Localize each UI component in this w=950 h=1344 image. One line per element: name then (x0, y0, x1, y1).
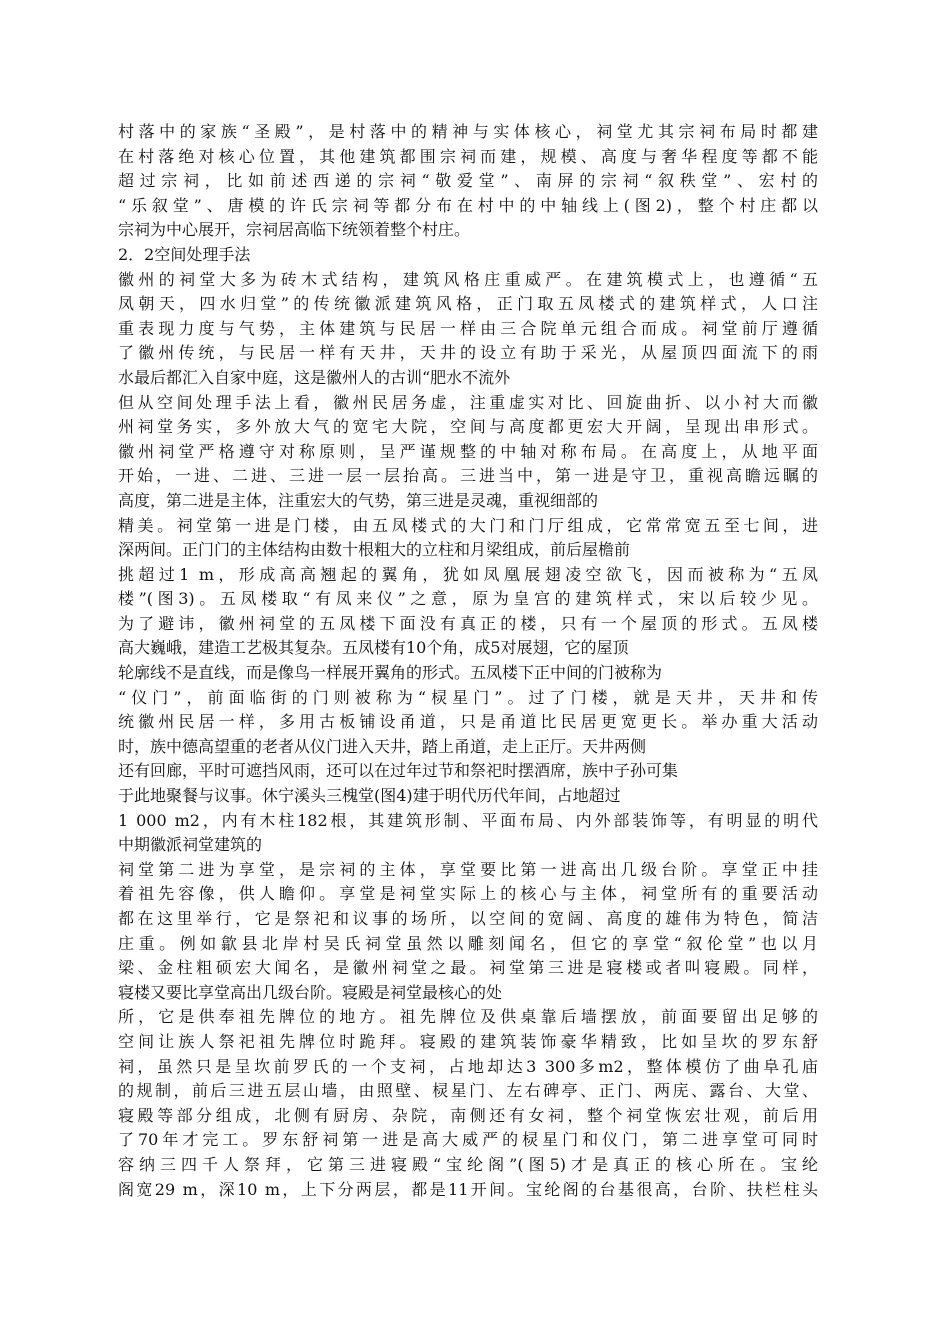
text-line: 楼”(图3)。五凤楼取“有凤来仪”之意，原为皇宫的建筑样式，宋以后较少见。 (118, 589, 818, 609)
text-line: 轮廓线不是直线，而是像鸟一样展开翼角的形式。五凤楼下正中间的门被称为 (118, 663, 663, 683)
text-line: 了徽州传统，与民居一样有天井，天井的设立有助于采光，从屋顶四面流下的雨 (118, 343, 818, 363)
text-line: 开始，一进、二进、三进一层一层抬高。三进当中，第一进是守卫，重视高瞻远瞩的 (118, 466, 818, 486)
text-line: “乐叙堂”、唐模的许氏宗祠等都分布在村中的中轴线上(图2)，整个村庄都以 (118, 195, 818, 215)
text-line: 徽州祠堂严格遵守对称原则，呈严谨规整的中轴对称布局。在高度上，从地平面 (118, 441, 818, 461)
text-line: 都在这里举行，它是祭祀和议事的场所，以空间的宽阔、高度的雄伟为特色，简洁 (118, 909, 818, 928)
text-line: 于此地聚餐与议事。休宁溪头三槐堂(图4)建于明代历代年间，占地超过 (118, 786, 621, 806)
text-line: 寝楼又要比享堂高出几级台阶。寝殿是祠堂最核心的处 (118, 982, 503, 1002)
text-line: 深两间。正门门的主体结构由数十根粗大的立柱和月梁组成，前后屋檐前 (118, 540, 631, 560)
text-line: 1 000 m2，内有木柱182根，其建筑形制、平面布局、内外部装饰等，有明显的明代 (118, 810, 818, 830)
text-line: 寝殿等部分组成，北侧有厨房、杂院，南侧还有女祠，整个祠堂恢宏壮观，前后用 (118, 1105, 818, 1125)
text-line: 时，族中德高望重的老者从仪门进入天井，踏上甬道，走上正厅。天井两侧 (118, 736, 647, 756)
text-line: 超过宗祠，比如前述西递的宗祠“敬爱堂”、南屏的宗祠“叙秩堂”、宏村的 (118, 171, 818, 191)
text-line: 中期徽派祠堂建筑的 (118, 835, 263, 855)
text-line: 统徽州民居一样，多用古板铺设甬道，只是甬道比民居更宽更长。举办重大活动 (118, 712, 818, 732)
text-line: 重表现力度与气势，主体建筑与民居一样由三合院单元组合而成。祠堂前厅遵循 (118, 318, 818, 338)
text-line: 宗祠为中心展开，宗祠居高临下统领着整个村庄。 (118, 220, 471, 240)
text-line: 高度，第二进是主体，注重宏大的气势，第三进是灵魂，重视细部的 (118, 490, 599, 510)
text-line: 州祠堂务实，多外放大气的宽宅大院，空间与高度都更宏大开阔，呈现出串形式。 (118, 417, 818, 437)
text-line: 庄重。例如歙县北岸村吴氏祠堂虽然以雕刻闻名，但它的享堂“叙伦堂”也以月 (118, 933, 818, 953)
text-line: 还有回廊，平时可遮挡风雨，还可以在过年过节和祭祀时摆酒席，族中子孙可集 (118, 761, 679, 781)
text-line: 空间让族人祭祀祖先牌位时跪拜。寝殿的建筑装饰豪华精致，比如呈坎的罗东舒 (118, 1031, 818, 1051)
text-line: 精美。祠堂第一进是门楼，由五凤楼式的大门和门厅组成，它常常宽五至七间，进 (118, 515, 818, 535)
text-line: 了70年才完工。罗东舒祠第一进是高大威严的棂星门和仪门，第二进享堂可同时 (118, 1130, 818, 1150)
text-line: 村落中的家族“圣殿”，是村落中的精神与实体核心，祠堂尤其宗祠布局时都建 (118, 122, 818, 141)
text-line: 容纳三四千人祭拜，它第三进寝殿“宝纶阁”(图5)才是真正的核心所在。宝纶 (118, 1154, 818, 1174)
text-line: 阁宽29 m，深10 m，上下分两层，都是11开间。宝纶阁的台基很高，台阶、扶栏柱头 (118, 1179, 818, 1199)
text-line: 挑超过1 m，形成高高翘起的翼角，犹如凤凰展翅凌空欲飞，因而被称为“五凤 (118, 564, 818, 584)
text-line: 祠堂第二进为享堂，是宗祠的主体，享堂要比第一进高出几级台阶。享堂正中挂 (118, 859, 818, 879)
text-line: 徽州的祠堂大多为砖木式结构，建筑风格庄重威严。在建筑模式上，也遵循“五 (118, 269, 818, 289)
text-line: 水最后都汇入自家中庭，这是徽州人的古训“肥水不流外 (118, 367, 511, 387)
text-line: “仪门”，前面临街的门则被称为“棂星门”。过了门楼，就是天井，天井和传 (118, 687, 818, 707)
section-heading: 2．2空间处理手法 (118, 244, 251, 264)
text-line: 凤朝天，四水归堂”的传统徽派建筑风格，正门取五凤楼式的建筑样式，人口注 (118, 294, 818, 314)
text-line: 的规制，前后三进五层山墙，由照壁、棂星门、左右碑亭、正门、两庑、露台、大堂、 (118, 1081, 818, 1101)
text-line: 所，它是供奉祖先牌位的地方。祖先牌位及供桌靠后墙摆放，前面要留出足够的 (118, 1007, 818, 1027)
text-line: 但从空间处理手法上看，徽州民居务虚，注重虚实对比、回旋曲折、以小衬大而徽 (118, 392, 818, 412)
text-line: 高大巍峨，建造工艺极其复杂。五凤楼有10个角，成5对展翅，它的屋顶 (118, 638, 629, 658)
text-line: 梁、金柱粗硕宏大闻名，是徽州祠堂之最。祠堂第三进是寝楼或者叫寝殿。同样， (118, 958, 818, 978)
text-line: 着祖先容像，供人瞻仰。享堂是祠堂实际上的核心与主体，祠堂所有的重要活动 (118, 884, 818, 904)
body-text (118, 120, 818, 1202)
text-line: 祠，虽然只是呈坎前罗氏的一个支祠，占地却达3 300多m2，整体模仿了曲阜孔庙 (118, 1056, 818, 1076)
text-line: 在村落绝对核心位置，其他建筑都围宗祠而建，规模、高度与奢华程度等都不能 (118, 146, 818, 166)
text-line: 为了避讳，徽州祠堂的五凤楼下面没有真正的楼，只有一个屋顶的形式。五凤楼 (118, 613, 818, 633)
